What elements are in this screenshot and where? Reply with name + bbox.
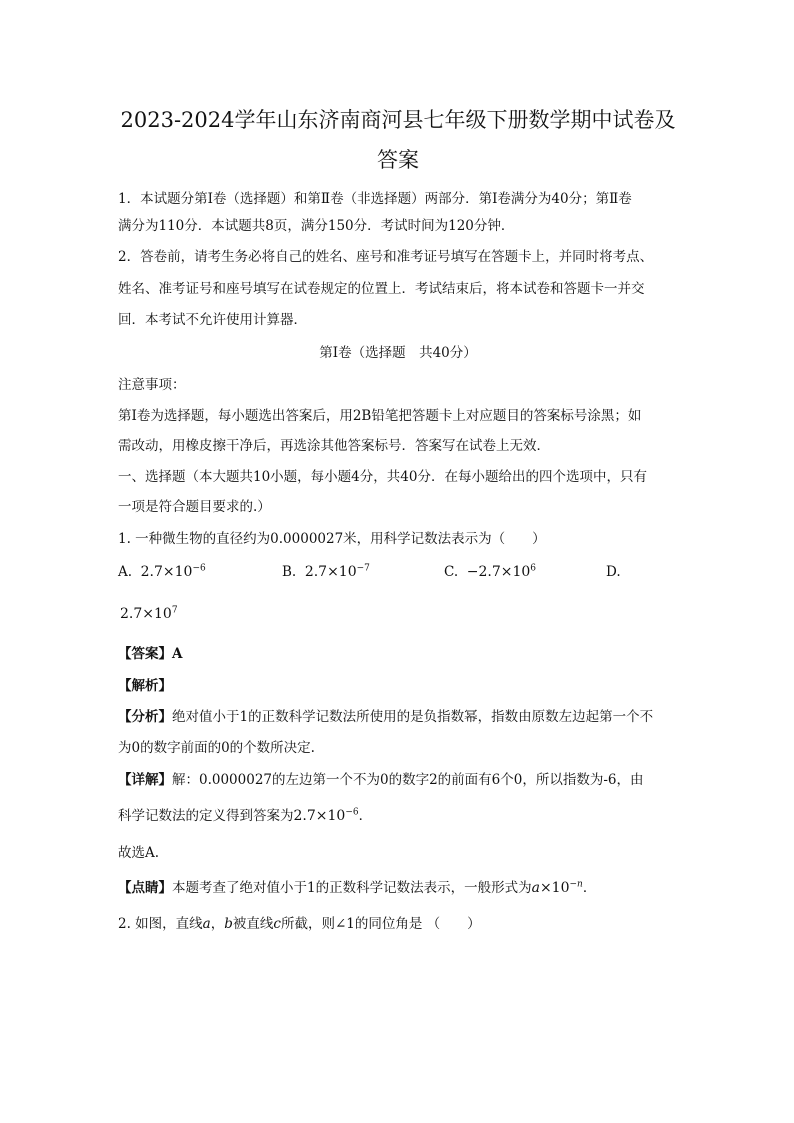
q1-fenxi-line-1: 【分析】绝对值小于1的正数科学记数法所使用的是负指数幂，指数由原数左边起第一个不 <box>118 709 654 725</box>
q1-xiangjie-line-2: 科学记数法的定义得到答案为$2.7\times 10^{-6}$． <box>118 807 373 824</box>
instruction-2-line-3: 回．本考试不允许使用计算器． <box>118 312 307 328</box>
xiangjie-tag: 【详解】 <box>118 772 172 788</box>
question-1-stem: 1. 一种微生物的直径约为0.0000027米，用科学记数法表示为（ ） <box>118 531 546 547</box>
option-a-label: A. <box>118 564 133 580</box>
q1-conclusion: 故选A. <box>118 845 160 861</box>
notes-label: 注意事项： <box>118 377 186 393</box>
fenxi-tag: 【分析】 <box>118 709 172 725</box>
document-title <box>118 100 678 180</box>
option-a-expr: $2.7\times 10^{-6}$ <box>140 563 206 580</box>
q1-option-d-label: D. <box>606 564 621 580</box>
q1-answer: 【答案】A <box>118 646 183 662</box>
option-c-label: C. <box>444 564 459 580</box>
dianjing-tag: 【点睛】 <box>118 880 172 896</box>
q1-analysis-label: 【解析】 <box>118 678 172 694</box>
notes-line-2: 需改动，用橡皮擦干净后，再选涂其他答案标号．答案写在试卷上无效． <box>118 438 550 454</box>
option-b-label: B. <box>282 564 297 580</box>
instruction-2-line-2: 姓名、准考证号和座号填写在试卷规定的位置上．考试结束后，将本试卷和答题卡一并交 <box>118 281 645 297</box>
option-c-expr: $-2.7\times 10^6$ <box>466 563 537 580</box>
q1-dianjing: 【点睛】本题考查了绝对值小于1的正数科学记数法表示，一般形式为$a\times 10^{-n}$． <box>118 879 597 896</box>
instruction-1-line-1: 1．本试题分第Ⅰ卷（选择题）和第Ⅱ卷（非选择题）两部分．第Ⅰ卷满分为40分；第Ⅱ卷 <box>118 191 632 207</box>
instruction-1-line-2: 满分为110分．本试题共8页，满分150分．考试时间为120分钟． <box>118 218 515 234</box>
q1-xiangjie-line-1: 【详解】解：0.0000027的左边第一个不为0的数字2的前面有6个0，所以指数为-6，由 <box>118 772 644 788</box>
instruction-2-line-1: 2．答卷前，请考生务必将自己的姓名、座号和准考证号填写在答题卡上，并同时将考点、 <box>118 249 654 265</box>
question-2-stem: 2. 如图，直线a，b被直线c所截，则∠1的同位角是 （ ） <box>118 916 481 932</box>
title-line-1: 2023-2024学年山东济南商河县七年级下册数学期中试卷及 <box>120 108 676 132</box>
option-b-expr: $2.7\times 10^{-7}$ <box>304 563 370 580</box>
title-line-2: 答案 <box>377 148 419 172</box>
q1-option-a <box>118 564 206 580</box>
q1-option-b <box>282 564 370 580</box>
q1-option-c <box>444 564 536 580</box>
part-instructions-line-2: 一项是符合题目要求的.） <box>118 499 271 515</box>
q1-option-d-expr: $2.7\times 10^7$ <box>120 605 178 622</box>
q1-fenxi-line-2: 为0的数字前面的0的个数所决定. <box>118 740 315 756</box>
section-heading: 第Ⅰ卷（选择题 共40分） <box>319 345 477 361</box>
notes-line-1: 第Ⅰ卷为选择题，每小题选出答案后，用2B铅笔把答题卡上对应题目的答案标号涂黑；如 <box>118 408 642 424</box>
part-instructions-line-1: 一、选择题（本大题共10小题，每小题4分，共40分．在每小题给出的四个选项中，只有 <box>118 469 647 485</box>
